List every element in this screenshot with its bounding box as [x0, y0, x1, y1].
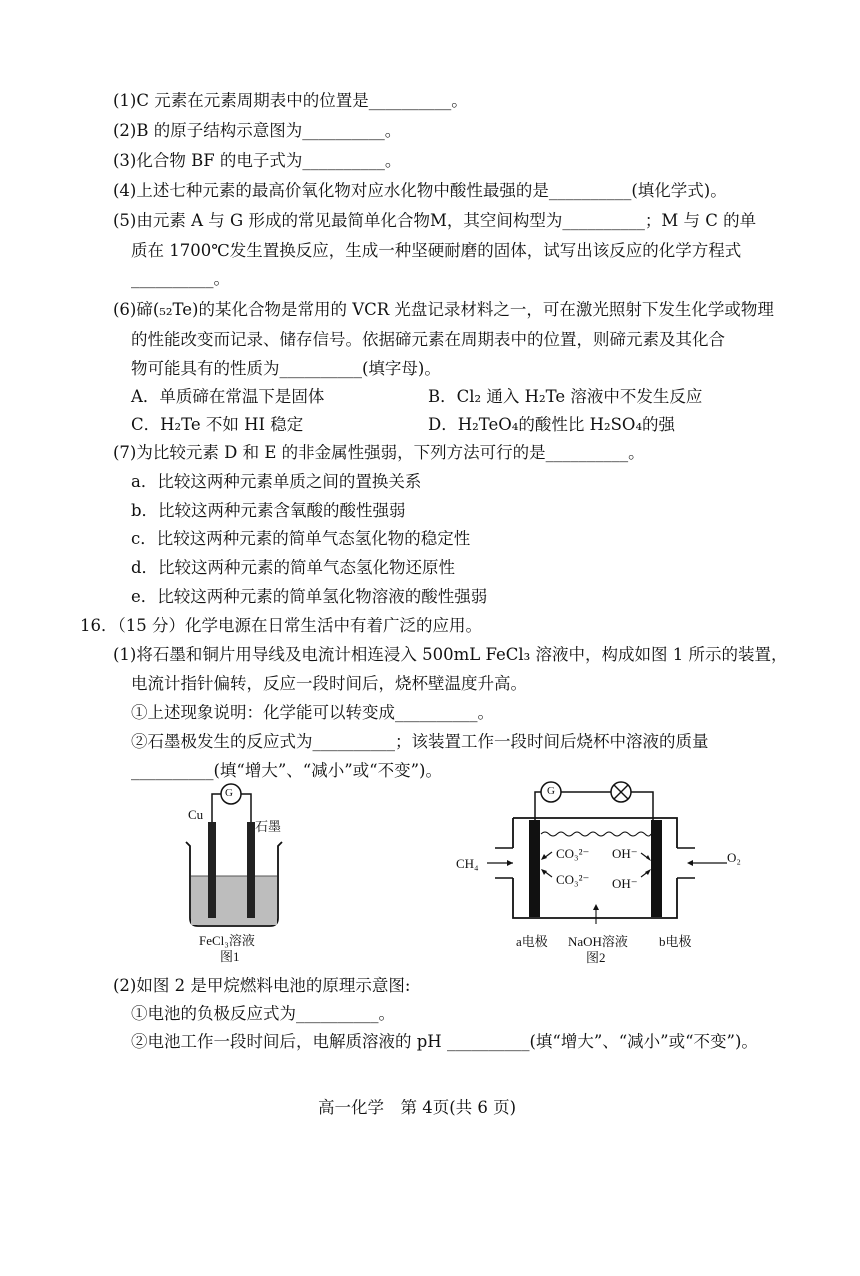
- electrode-a: [529, 820, 540, 917]
- g-label: G: [547, 785, 555, 797]
- question-15-3: (3)化合物 BF 的电子式为__________。: [113, 151, 402, 170]
- cu-label: Cu: [188, 807, 204, 822]
- electrolyte-label: NaOH溶液: [568, 934, 628, 949]
- method-b: b．比较这两种元素含氧酸的酸性强弱: [131, 501, 406, 520]
- question-16-1-sub2-cont: __________(填“增大”、“减小”或“不变”)。: [131, 761, 442, 780]
- graphite-label: 石墨: [255, 819, 282, 834]
- question-16-2-sub1: ①电池的负极反应式为__________。: [131, 1004, 395, 1023]
- a-electrode-label: a电极: [516, 934, 548, 949]
- galvanometer-label: G: [225, 787, 233, 799]
- figure-2-fuel-cell: [455, 778, 755, 938]
- figure-1-beaker: [180, 780, 290, 950]
- question-16-1-sub2: ②石墨极发生的反应式为__________；该装置工作一段时间后烧杯中溶液的质量: [131, 732, 709, 751]
- option-a: A．单质碲在常温下是固体: [131, 387, 325, 406]
- question-16-1-line1: (1)将石墨和铜片用导线及电流计相连浸入 500mL FeCl₃ 溶液中，构成如图 1 所示的装置，: [113, 645, 788, 664]
- question-16-2-line1: (2)如图 2 是甲烷燃料电池的原理示意图:: [113, 976, 411, 995]
- copper-electrode: [208, 822, 216, 918]
- question-15-6-line2: 的性能改变而记录、储存信号。依据碲元素在周期表中的位置，则碲元素及其化合: [131, 330, 725, 349]
- b-electrode-label: b电极: [659, 934, 692, 949]
- option-b: B．Cl₂ 通入 H₂Te 溶液中不发生反应: [428, 387, 703, 406]
- question-16-2-sub2: ②电池工作一段时间后，电解质溶液的 pH __________(填“增大”、“减小”或“不变”)。: [131, 1032, 758, 1051]
- question-15-5-line2: 质在 1700℃发生置换反应，生成一种坚硬耐磨的固体，试写出该反应的化学方程式: [131, 241, 742, 260]
- question-15-6-line3: 物可能具有的性质为__________(填字母)。: [131, 359, 441, 378]
- ch4-label: CH₄: [456, 856, 479, 871]
- method-a: a．比较这两种元素单质之间的置换关系: [131, 472, 422, 491]
- electrode-b: [651, 820, 662, 917]
- question-16-1-line2: 电流计指针偏转，反应一段时间后，烧杯壁温度升高。: [131, 674, 527, 693]
- page-footer: 高一化学 第 4页(共 6 页): [318, 1098, 517, 1117]
- question-15-5-line1: (5)由元素 A 与 G 形成的常见最简单化合物M，其空间构型为__________；M 与 C 的单: [113, 211, 757, 230]
- figure-1-caption: 图1: [220, 949, 240, 964]
- option-d: D．H₂TeO₄的酸性比 H₂SO₄的强: [428, 415, 676, 434]
- solution-label: FeCl₃溶液: [199, 933, 255, 948]
- method-e: e．比较这两种元素的简单氢化物溶液的酸性强弱: [131, 587, 488, 606]
- question-15-6-line1: (6)碲(₅₂Te)的某化合物是常用的 VCR 光盘记录材料之一，可在激光照射下发生化学或物理: [113, 300, 774, 319]
- question-16-title: 16．（15 分）化学电源在日常生活中有着广泛的应用。: [80, 616, 482, 635]
- question-15-1: (1)C 元素在元素周期表中的位置是__________。: [113, 91, 468, 110]
- carbonate-ion-1: CO₃²⁻: [556, 846, 590, 861]
- graphite-electrode: [247, 822, 255, 918]
- carbonate-ion-2: CO₃²⁻: [556, 872, 590, 887]
- hydroxide-ion-2: OH⁻: [612, 876, 638, 891]
- figure-2-caption: 图2: [586, 950, 606, 965]
- option-c: C．H₂Te 不如 HI 稳定: [131, 415, 304, 434]
- question-16-1-sub1: ①上述现象说明：化学能可以转变成__________。: [131, 703, 494, 722]
- question-15-7: (7)为比较元素 D 和 E 的非金属性强弱，下列方法可行的是__________。: [113, 443, 645, 462]
- o2-label: O₂: [727, 850, 741, 865]
- question-15-4: (4)上述七种元素的最高价氧化物对应水化物中酸性最强的是__________(填化学式)。: [113, 181, 727, 200]
- hydroxide-ion-1: OH⁻: [612, 846, 638, 861]
- question-15-5-line3: __________。: [131, 269, 230, 288]
- method-c: c．比较这两种元素的简单气态氢化物的稳定性: [131, 529, 471, 548]
- method-d: d．比较这两种元素的简单气态氢化物还原性: [131, 558, 456, 577]
- question-15-2: (2)B 的原子结构示意图为__________。: [113, 121, 402, 140]
